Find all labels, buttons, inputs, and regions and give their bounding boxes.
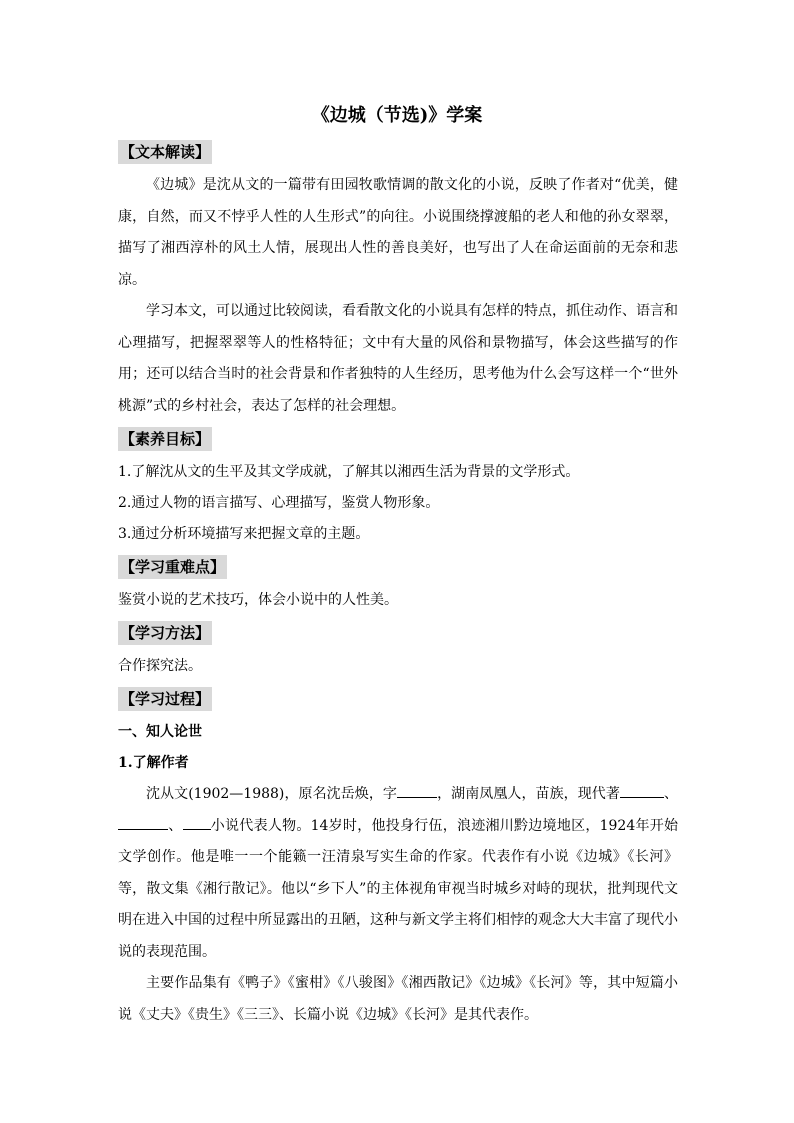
page-title: 《边城（节选)》学案 [311,105,483,126]
paragraph-author-bio: 沈从文(1902—1988)，原名沈岳焕，字 ，湖南凤凰人，苗族，现代著 、、 小说代表人物。14岁时，他投身行伍，浪迹湘川黔边境地区，1924年开始文学创作。他是唯一一个能籁一汪清泉写实生命的作家。代表作有小说《边城》《长河》等，散文集《湘行散记》。他以“乡下人”的主体视角审视当时城乡对峙的现状，批判现代文明在进入中国的过程中所显露出的丑陋，这种与新文学主将们相悖的观念大大丰富了现代小说的表现范围。 [118,779,678,968]
section-heading-label: 【素养目标】 [118,427,212,451]
fill-blank-2[interactable] [118,815,168,830]
list-item-goal-3: 3.通过分析环境描写来把握文章的主题。 [118,526,370,542]
section-heading-label: 【学习过程】 [118,687,212,711]
section-heading-wenben [118,140,678,166]
key-points-text: 鉴赏小说的艺术技巧，体会小说中的人性美。 [118,592,398,608]
fill-blank-3[interactable] [183,815,211,830]
section-heading-guocheng [118,687,678,713]
fill-blank-zi[interactable] [397,783,437,798]
section-heading-fangfa [118,621,678,647]
subheading-zhiren: 一、知人论世 [118,724,202,740]
list-item-goal-2: 2.通过人物的语言描写、心理描写，鉴赏人物形象。 [118,495,440,511]
section-heading-label: 【文本解读】 [118,140,212,164]
paragraph-intro: 《边城》是沈从文的一篇带有田园牧歌情调的散文化的小说，反映了作者对“优美，健康，自然，而又不悖乎人性的人生形式”的向往。小说围绕撑渡船的老人和他的孙女翠翠，描写了湘西淳朴的风土人情，展现出人性的善良美好，也写出了人在命运面前的无奈和悲凉。 [118,177,678,288]
section-heading-label: 【学习重难点】 [118,555,227,579]
section-heading-label: 【学习方法】 [118,621,212,645]
paragraph-works: 主要作品集有《鸭子》《蜜柑》《八骏图》《湘西散记》《边城》《长河》等，其中短篇小说《丈夫》《贵生》《三三》、长篇小说《边城》《长河》是其代表作。 [118,975,678,1023]
fill-blank-1[interactable] [620,783,664,798]
method-text: 合作探究法。 [118,658,202,674]
list-item-goal-1: 1.了解沈从文的生平及其文学成就，了解其以湘西生活为背景的文学形式。 [118,464,580,480]
section-heading-zhongnan [118,555,678,581]
paragraph-study-guide: 学习本文，可以通过比较阅读，看看散文化的小说具有怎样的特点，抓住动作、语言和心理描写，把握翠翠等人的性格特征；文中有大量的风俗和景物描写，体会这些描写的作用；还可以结合当时的社会背景和作者独特的人生经历，思考他为什么会写这样一个“世外桃源”式的乡村社会，表达了怎样的社会理想。 [118,303,678,414]
section-heading-suyang [118,427,678,453]
document-body [118,140,678,1031]
subheading-author: 1.了解作者 [118,755,189,771]
